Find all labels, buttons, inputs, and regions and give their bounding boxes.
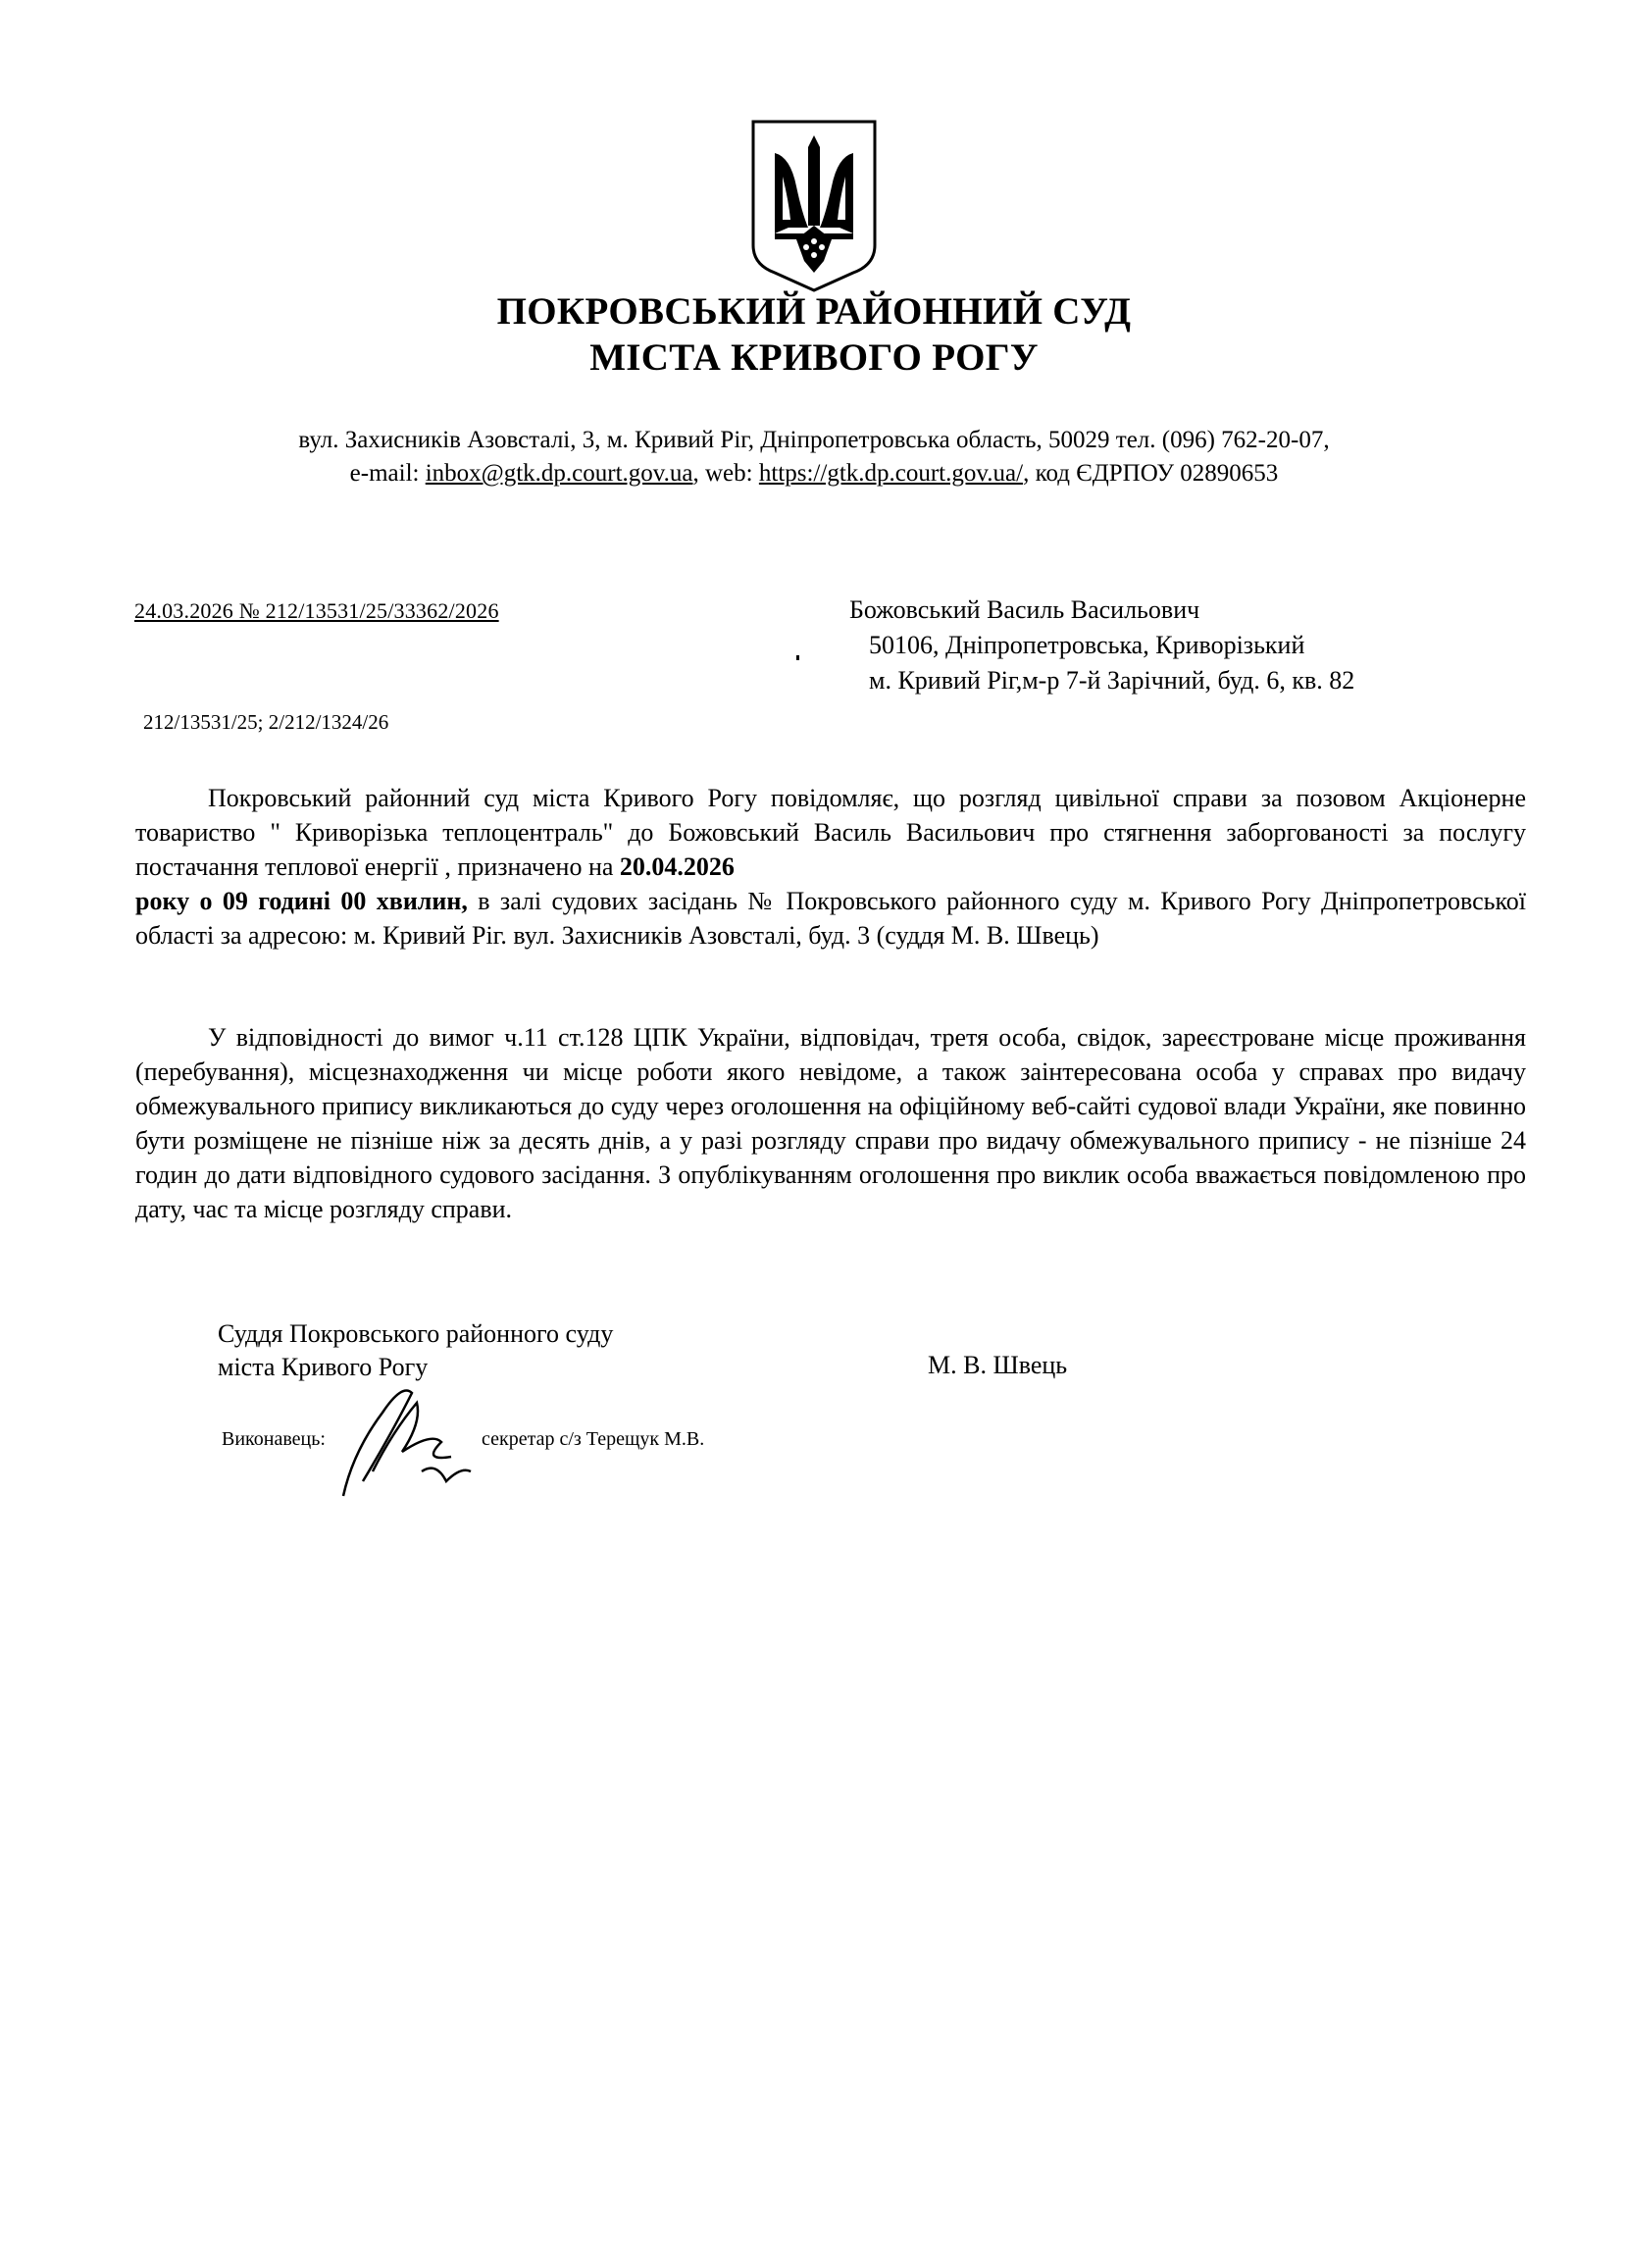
court-address: вул. Захисників Азовсталі, 3, м. Кривий Ріг, Дніпропетровська область, 50029 тел. (096) 762-20-07, [298,427,1330,453]
case-numbers: 212/13531/25; 2/212/1324/26 [143,710,389,734]
email-link[interactable]: inbox@gtk.dp.court.gov.ua [425,460,693,487]
judge-title-line2: міста Кривого Рогу [218,1353,429,1381]
handwritten-signature-icon [324,1373,490,1501]
email-label: e-mail: [349,460,426,487]
executor-line [222,1428,705,1451]
judge-title-line1: Суддя Покровського районного суду [218,1319,614,1348]
notice-text-intro: Покровський районний суд міста Кривого Рогу повідомляє, що розгляд цивільної справи за позовом Акціонерне товариство " Криворізька теплоцентраль" до Божовський Василь Васильович про стягнення заборгованості за послугу постачання теплової енергії , призначено на [135,784,1526,881]
notice-paragraph-1 [135,781,1526,953]
addressee-name: Божовський Василь Васильович [849,595,1200,624]
web-link[interactable]: https://gtk.dp.court.gov.ua/ [758,460,1024,487]
addressee-address-line2: м. Кривий Ріг,м-р 7-й Зарічний, буд. 6, кв. 82 [869,666,1355,695]
legal-clause-text: У відповідності до вимог ч.11 ст.128 ЦПК України, відповідач, третя особа, свідок, зареєстроване місце проживання (перебування), місцезнаходження чи місце роботи якого невідоме, а також заінтересована особа у справах про видачу обмежувального припису викликаються до суду через оголошення на офіційному веб-сайті судової влади України, яке повинно бути розміщене не пізніше ніж за десять днів, а у разі розгляду справи про видачу обмежувального припису - не пізніше 24 годин до дати відповідного судового засідання. З опублікуванням оголошення про виклик особа вважається повідомленою про дату, час та місце розгляду справи. [135,1023,1526,1223]
hearing-date: 20.04.2026 [619,852,735,881]
hearing-time: року о 09 годині 00 хвилин, [135,887,468,915]
court-contacts [0,457,1628,490]
outgoing-reference: 24.03.2026 № 212/13531/25/33362/2026 [134,598,499,623]
edrpou-code: , код ЄДРПОУ 02890653 [1023,460,1279,487]
scan-artifact [796,655,799,660]
executor-label: Виконавець: [222,1428,326,1450]
web-label: , web: [692,460,759,487]
addressee-block [849,593,1354,698]
court-name-line1: ПОКРОВСЬКИЙ РАЙОННИЙ СУД [496,290,1132,333]
notice-text-location: в залі судових засідань № Покровського районного суду м. Кривого Рогу Дніпропетровської області за адресою: м. Кривий Ріг. вул. Захисників Азовсталі, буд. 3 (суддя М. В. Швець) [135,887,1526,950]
coat-of-arms-icon [745,118,883,294]
notice-paragraph-2 [135,1020,1526,1226]
addressee-address-line1: 50106, Дніпропетровська, Криворізький [869,631,1305,659]
judge-name: М. В. Швець [928,1351,1068,1379]
executor-role: секретар с/з Терещук М.В. [482,1428,705,1450]
court-name-line2: МІСТА КРИВОГО РОГУ [589,336,1039,379]
